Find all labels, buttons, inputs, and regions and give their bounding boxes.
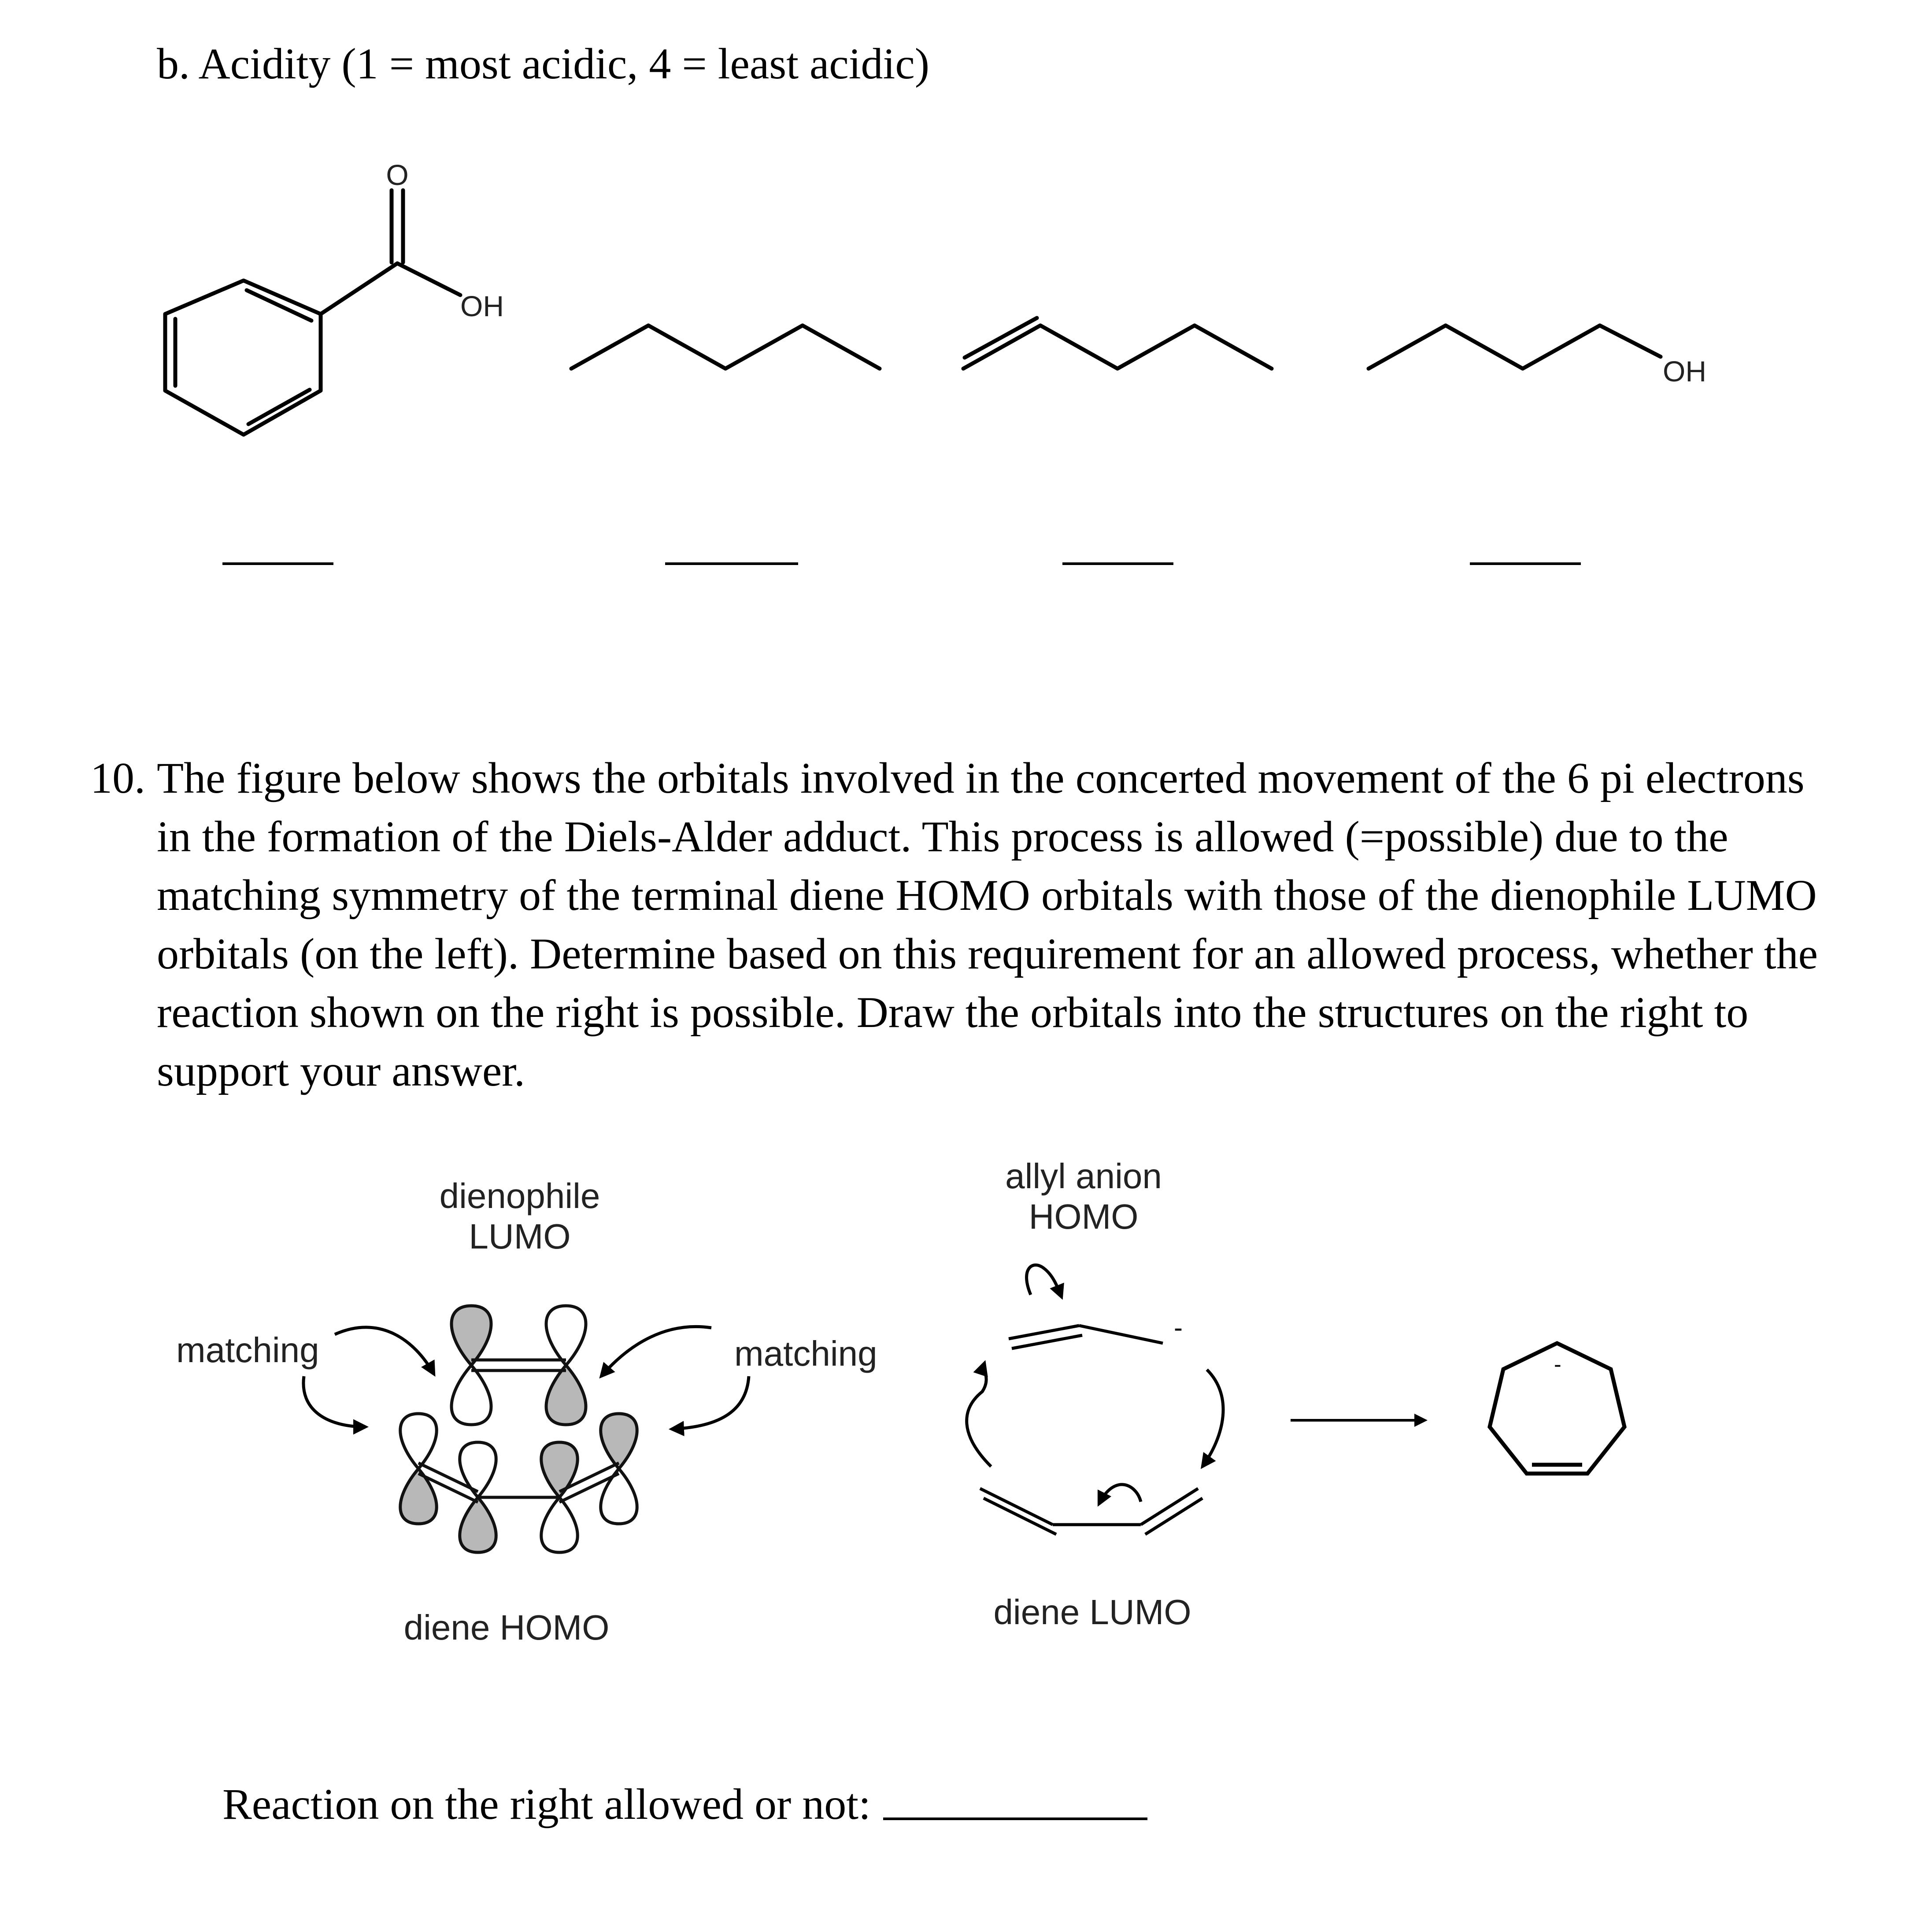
arrow-left-to-homo — [303, 1376, 366, 1427]
allyl-label-line2: HOMO — [1028, 1197, 1139, 1236]
matching-label-right: matching — [734, 1334, 877, 1373]
question-text: The figure below shows the orbitals involved in the concerted movement of the 6 pi electrons in the formation of the Diels-Alder adduct. This process is allowed (=possible) due to the matching symmetry of the terminal diene HOMO orbitals with those of the dienophile LUMO orbitals (on the left). Determine based on this requirement for an allowed process, whether the reaction shown on the right is possible. Draw the orbitals into the structures on the right to support your answer. — [157, 754, 1818, 1095]
dienophile-label-line1: dienophile — [439, 1176, 600, 1215]
reaction-allowed-question: Reaction on the right allowed or not: — [222, 1780, 871, 1829]
cycloheptene-product — [1490, 1343, 1624, 1474]
arrow-allyl-top — [1027, 1265, 1062, 1297]
electron-flow-arrows — [967, 1265, 1223, 1504]
rank-blank-butanol[interactable] — [1470, 562, 1581, 565]
dienophile-label-line2: LUMO — [469, 1217, 571, 1256]
benzoic-oh-label: OH — [460, 290, 504, 322]
dienophile-lumo-orbitals — [451, 1306, 586, 1425]
diene-homo-orbitals — [400, 1414, 637, 1552]
diene-p-orbital-1 — [400, 1414, 437, 1524]
diene-p-orbital-4 — [601, 1414, 637, 1524]
allyl-charge: - — [1174, 1313, 1183, 1342]
rank-blank-pentene[interactable] — [1062, 562, 1173, 565]
pentane-structure — [571, 325, 880, 369]
carbonyl-oxygen-label: O — [386, 159, 409, 191]
diene-p-orbital-2 — [460, 1442, 496, 1552]
reaction-answer-blank[interactable] — [883, 1817, 1147, 1820]
dienophile-label — [432, 1176, 608, 1257]
dienophile-p-orbital-right — [546, 1306, 586, 1425]
dienophile-p-orbital-left — [451, 1306, 491, 1425]
arrow-right-to-homo — [672, 1376, 749, 1429]
arrow-left-to-lumo — [335, 1327, 434, 1374]
diene-lumo-label: diene LUMO — [993, 1592, 1191, 1632]
part-b-heading: b. Acidity (1 = most acidic, 4 = least acidic) — [157, 39, 930, 88]
arrow-bottom-center — [1099, 1485, 1141, 1504]
rank-blank-pentane[interactable] — [665, 562, 798, 565]
rank-blank-benzoic-acid[interactable] — [222, 562, 333, 565]
butanol-oh-label: OH — [1663, 355, 1706, 388]
diene-p-orbital-3 — [541, 1442, 578, 1552]
diene-homo-label: diene HOMO — [403, 1608, 610, 1647]
arrow-right-to-lumo — [601, 1326, 711, 1376]
arrow-right-curve — [1202, 1370, 1223, 1467]
allyl-label-line1: allyl anion — [1005, 1156, 1162, 1196]
matching-arrows — [303, 1326, 749, 1429]
question-number: 10. — [90, 754, 145, 802]
allyl-diene-structures — [980, 1326, 1202, 1534]
matching-label-left: matching — [176, 1330, 319, 1370]
acidity-structures — [0, 0, 1909, 617]
pentene-structure — [963, 318, 1272, 369]
arrow-left-curve — [967, 1363, 991, 1467]
allyl-anion-label — [969, 1156, 1198, 1237]
product-charge: - — [1554, 1352, 1561, 1377]
benzoic-acid-structure — [165, 190, 460, 435]
butanol-structure — [1369, 325, 1661, 369]
